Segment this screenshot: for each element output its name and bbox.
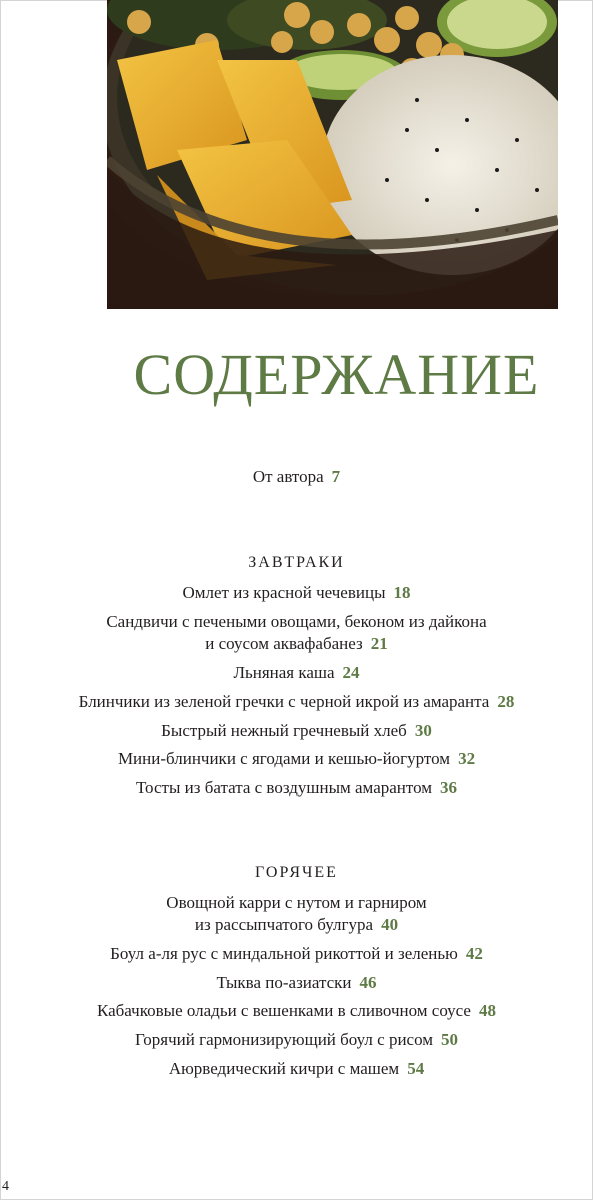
toc-entry-label: Омлет из красной чечевицы	[182, 583, 386, 602]
toc-page-number: 28	[497, 692, 515, 711]
toc-entry-label: Горячий гармонизирующий боул с рисом	[134, 1030, 434, 1049]
page-title: СОДЕРЖАНИЕ	[133, 342, 540, 407]
section-heading-hot: ГОРЯЧЕЕ	[255, 864, 338, 881]
toc-entry-label: Аюрведический кичри с машем	[168, 1059, 400, 1078]
toc-entry-label: из рассыпчатого булгура	[194, 915, 374, 934]
toc-page-number: 7	[331, 467, 341, 486]
toc-entry-label: Тосты из батата с воздушным амарантом	[135, 778, 433, 797]
toc-entry-label: От автора	[252, 467, 324, 486]
toc-entry-label: Кабачковые оладьи с вешенками в сливочном соусе	[97, 1001, 471, 1020]
toc-page-number: 32	[458, 749, 476, 768]
toc-entry-line1: Овощной карри с нутом и гарниром	[166, 893, 427, 912]
toc-page-number: 46	[359, 973, 377, 992]
food-bowl-image	[107, 0, 558, 309]
toc-entry-label: и соусом аквафабанез	[205, 634, 363, 653]
toc-entry-label: Быстрый нежный гречневый хлеб	[161, 721, 407, 740]
toc-entry-label: Блинчики из зеленой гречки с черной икрой из амаранта	[78, 692, 490, 711]
food-photo-illustration	[107, 0, 558, 309]
toc-page-number: 21	[370, 634, 388, 653]
toc-page-number: 30	[414, 721, 432, 740]
toc-page-number: 24	[342, 663, 360, 682]
toc-entry	[0, 1058, 593, 1080]
toc-page-number: 36	[440, 778, 458, 797]
toc-entry	[0, 582, 593, 604]
toc-entry	[0, 914, 593, 936]
toc-entry-line1: Сандвичи с печеными овощами, беконом из дайкона	[106, 612, 487, 631]
toc-page-number: 42	[465, 944, 483, 963]
toc-entry	[0, 633, 593, 655]
toc-entry-label: Тыква по-азиатски	[216, 973, 352, 992]
toc-entry	[0, 691, 593, 713]
toc-page-number: 48	[478, 1001, 496, 1020]
toc-entry-intro	[0, 466, 593, 488]
toc-entry	[0, 972, 593, 994]
toc-entry	[0, 662, 593, 684]
toc-entry	[0, 777, 593, 799]
toc-entry-label: Боул а-ля рус с миндальной рикоттой и зеленью	[110, 944, 458, 963]
toc-entry	[0, 943, 593, 965]
toc-entry	[0, 1029, 593, 1051]
toc-entry	[0, 720, 593, 742]
toc-page-number: 18	[393, 583, 411, 602]
toc-page-number: 40	[381, 915, 399, 934]
toc-entry-label: Льняная каша	[233, 663, 335, 682]
toc-entry	[0, 1000, 593, 1022]
section-heading-breakfast: ЗАВТРАКИ	[248, 554, 345, 571]
toc-page-number: 54	[407, 1059, 425, 1078]
page-number: 4	[2, 1179, 9, 1194]
toc-page-number: 50	[441, 1030, 459, 1049]
toc-entry	[0, 748, 593, 770]
toc-entry-label: Мини-блинчики с ягодами и кешью-йогуртом	[117, 749, 451, 768]
